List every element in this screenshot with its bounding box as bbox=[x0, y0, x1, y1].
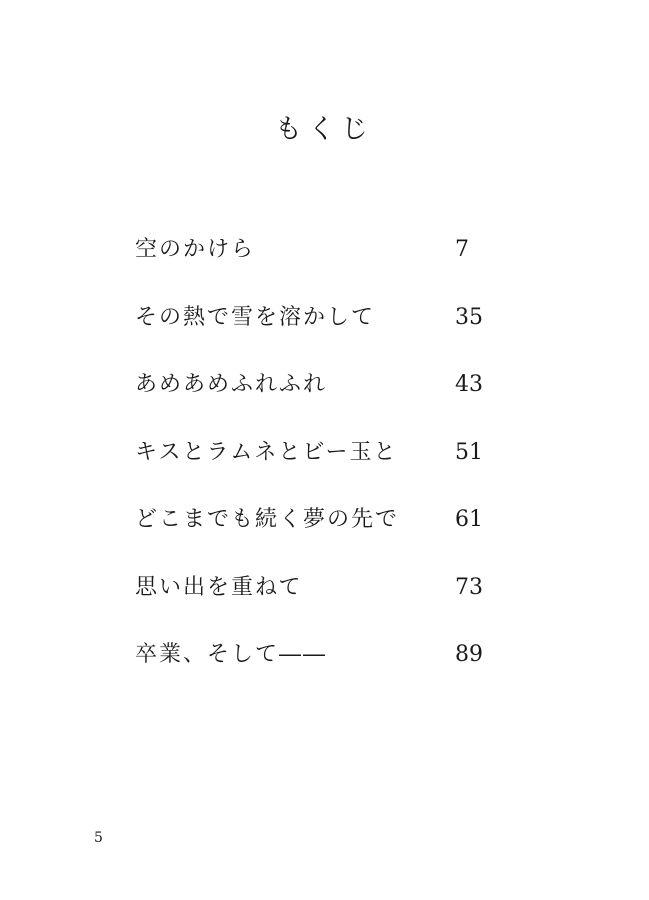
toc-entry-page: 51 bbox=[455, 439, 483, 465]
page-title: もくじ bbox=[275, 114, 374, 145]
toc-entry-title: あめあめふれふれ bbox=[135, 372, 328, 397]
toc-entry-page: 7 bbox=[455, 237, 469, 262]
toc-entry-page: 35 bbox=[455, 304, 483, 330]
toc-entry bbox=[135, 637, 495, 705]
table-of-contents bbox=[135, 232, 495, 705]
toc-entry bbox=[135, 570, 495, 638]
page-number: 5 bbox=[94, 830, 103, 846]
toc-entry-title: 空のかけら bbox=[135, 237, 256, 262]
toc-entry-page: 43 bbox=[455, 372, 483, 397]
toc-entry-page: 61 bbox=[455, 507, 483, 532]
toc-entry bbox=[135, 232, 495, 300]
toc-entry-title: キスとラムネとビー玉と bbox=[135, 439, 398, 465]
toc-entry-title: 思い出を重ねて bbox=[135, 574, 303, 600]
toc-entry-page: 73 bbox=[455, 574, 483, 600]
toc-entry bbox=[135, 300, 495, 368]
toc-entry-page: 89 bbox=[455, 642, 483, 667]
toc-entry bbox=[135, 435, 495, 503]
toc-entry-title: 卒業、そして―― bbox=[135, 642, 328, 667]
toc-entry-title: どこまでも続く夢の先で bbox=[135, 507, 400, 532]
toc-entry-title: その熱で雪を溶かして bbox=[135, 304, 376, 330]
toc-entry bbox=[135, 502, 495, 570]
toc-entry bbox=[135, 367, 495, 435]
